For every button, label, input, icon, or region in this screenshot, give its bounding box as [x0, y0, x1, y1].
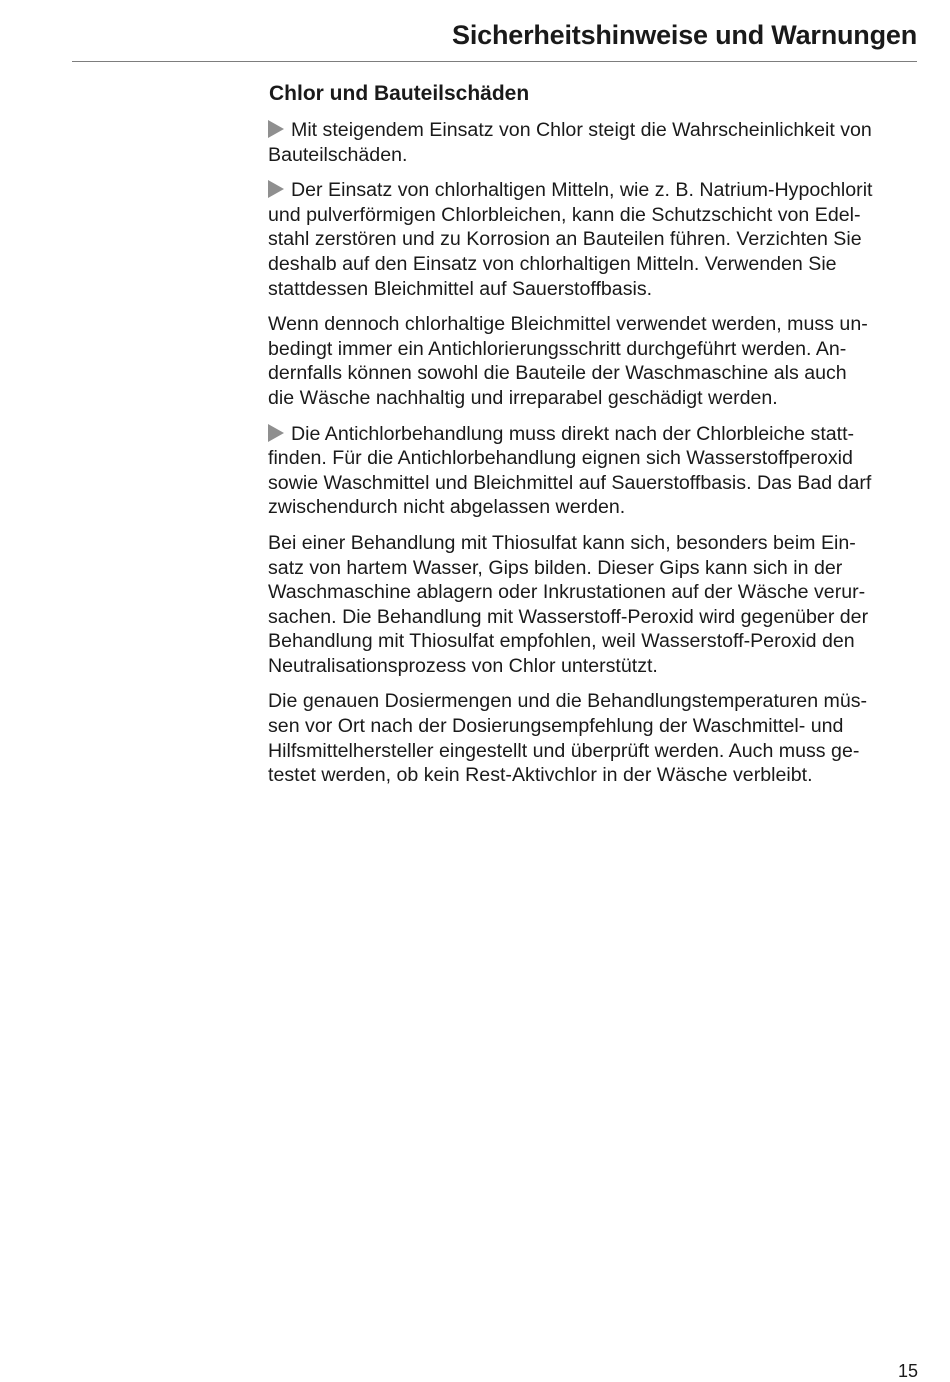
paragraph: [268, 689, 918, 787]
text-line: [268, 361, 918, 386]
text-line: [268, 178, 918, 203]
bullet-paragraph: [268, 118, 918, 167]
text-line: [268, 227, 918, 252]
text-line-content: finden. Für die Antichlorbehandlung eignen sich Wasserstoffperoxid: [268, 447, 853, 470]
text-line: [268, 556, 918, 581]
text-line-content: zwischendurch nicht abgelassen werden.: [268, 496, 626, 519]
text-line: [268, 689, 918, 714]
text-line-content: Bei einer Behandlung mit Thiosulfat kann sich, besonders beim Ein-: [268, 531, 856, 554]
text-line-content: Der Einsatz von chlorhaltigen Mitteln, wie z. B. Natrium-Hypochlorit: [291, 179, 873, 202]
text-line-content: sen vor Ort nach der Dosierungsempfehlung der Waschmittel- und: [268, 715, 844, 738]
text-line: [268, 605, 918, 630]
text-line: [268, 471, 918, 496]
text-line-content: Mit steigendem Einsatz von Chlor steigt die Wahrscheinlichkeit von: [291, 119, 872, 141]
page-header-title: Sicherheitshinweise und Warnungen: [452, 20, 917, 50]
text-line: [268, 252, 918, 277]
text-line: [268, 495, 918, 520]
text-line-content: die Wäsche nachhaltig und irreparabel geschädigt werden.: [268, 386, 778, 409]
play-triangle-icon: [268, 120, 284, 138]
text-line-content: dernfalls können sowohl die Bauteile der Waschmaschine als auch: [268, 362, 847, 385]
paragraph: [268, 312, 918, 410]
text-line: [268, 312, 918, 337]
text-line-content: Die genauen Dosiermengen und die Behandlungstemperaturen müs-: [268, 690, 868, 713]
text-line: [268, 654, 918, 679]
text-line-content: und pulverförmigen Chlorbleichen, kann die Schutzschicht von Edel-: [268, 203, 861, 226]
text-line: [268, 714, 918, 739]
text-line: [268, 739, 918, 764]
text-line-content: sachen. Die Behandlung mit Wasserstoff-Peroxid wird gegenüber der: [268, 605, 869, 628]
section-title: Chlor und Bauteilschäden: [269, 82, 530, 105]
text-line: [268, 118, 918, 143]
play-triangle-icon: [268, 424, 284, 442]
play-triangle-icon: [268, 180, 284, 198]
text-line-content: stattdessen Bleichmittel auf Sauerstoffbasis.: [268, 277, 653, 300]
text-line-content: stahl zerstören und zu Korrosion an Bauteilen führen. Verzichten Sie: [268, 228, 862, 251]
header-divider: [72, 61, 917, 62]
main-content: [268, 80, 918, 799]
text-line-content: Die Antichlorbehandlung muss direkt nach der Chlorbleiche statt-: [291, 422, 855, 445]
text-line: [268, 580, 918, 605]
text-line: [268, 422, 918, 447]
text-line: [268, 531, 918, 556]
paragraph: [268, 531, 918, 679]
bullet-paragraph: [268, 422, 918, 520]
text-line-content: Neutralisationsprozess von Chlor unterstützt.: [268, 654, 658, 677]
text-line: [268, 143, 918, 168]
text-line-content: Hilfsmittelhersteller eingestellt und überprüft werden. Auch muss ge-: [268, 739, 860, 762]
text-line-content: testet werden, ob kein Rest-Aktivchlor in der Wäsche verbleibt.: [268, 764, 813, 787]
text-line: [268, 446, 918, 471]
text-line-content: sowie Waschmittel und Bleichmittel auf Sauerstoffbasis. Das Bad darf: [268, 471, 872, 494]
text-line-content: bedingt immer ein Antichlorierungsschritt durchgeführt werden. An-: [268, 337, 847, 360]
text-line-content: satz von hartem Wasser, Gips bilden. Dieser Gips kann sich in der: [268, 556, 843, 579]
page-number: 15: [897, 1361, 918, 1381]
text-line-content: Bauteilschäden.: [268, 143, 408, 166]
text-line: [268, 386, 918, 411]
text-line-content: Behandlung mit Thiosulfat empfohlen, weil Wasserstoff-Peroxid den: [268, 630, 855, 653]
text-line-content: Waschmaschine ablagern oder Inkrustationen auf der Wäsche verur-: [268, 581, 866, 604]
section-body: [268, 118, 918, 788]
text-line: [268, 629, 918, 654]
text-line: [268, 203, 918, 228]
text-line: [268, 337, 918, 362]
text-line: [268, 277, 918, 302]
bullet-paragraph: [268, 178, 918, 301]
text-line-content: deshalb auf den Einsatz von chlorhaltigen Mitteln. Verwenden Sie: [268, 252, 837, 275]
text-line: [268, 763, 918, 788]
text-line-content: Wenn dennoch chlorhaltige Bleichmittel verwendet werden, muss un-: [268, 313, 868, 336]
